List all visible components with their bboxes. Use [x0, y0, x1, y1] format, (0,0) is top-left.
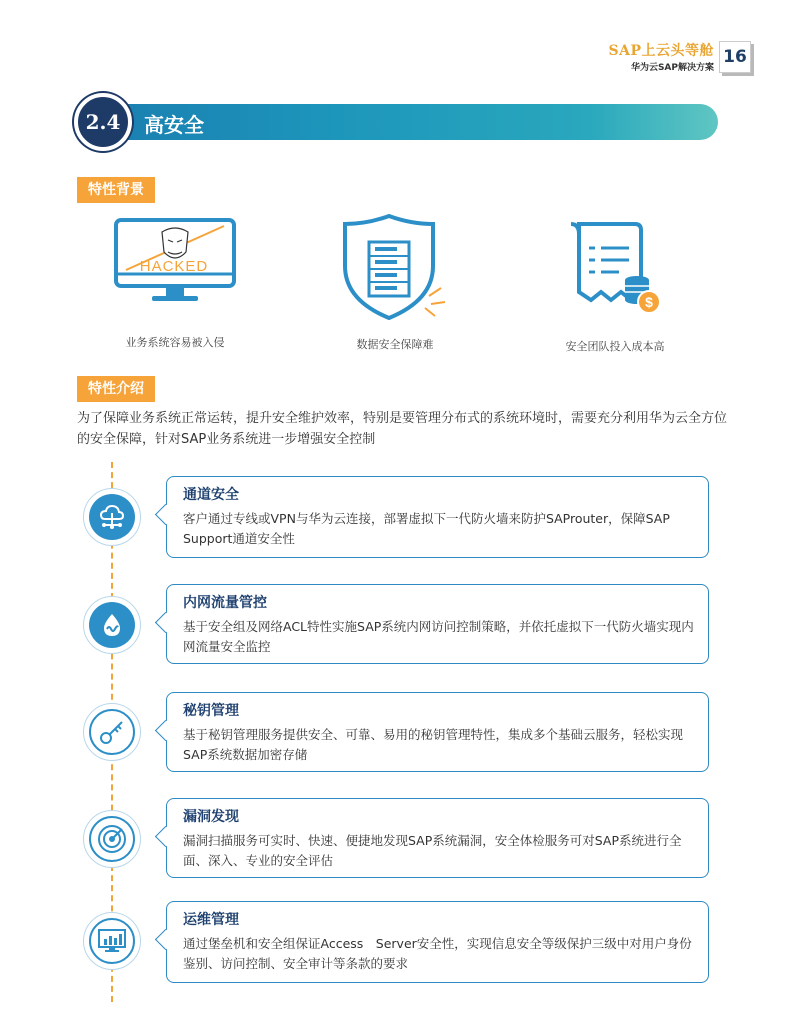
- publication-title: SAP上云头等舱: [608, 43, 714, 59]
- receipt-coins-icon: [565, 218, 665, 318]
- feature-title: 漏洞发现: [183, 809, 239, 825]
- radar-scan-icon: [83, 810, 141, 868]
- background-tag: 特性背景: [77, 177, 155, 203]
- hacked-overlay-text: HACKED: [139, 258, 209, 275]
- background-item-intrusion: [100, 218, 250, 350]
- svg-text:$: $: [645, 294, 653, 310]
- feature-title: 运维管理: [183, 912, 239, 928]
- background-caption: 安全团队投入成本高: [565, 340, 665, 353]
- page-number: 16: [719, 41, 751, 73]
- feature-title: 通道安全: [183, 487, 239, 503]
- feature-body: 客户通过专线或VPN与华为云连接，部署虚拟下一代防火墙来防护SAProuter，保障SAP Support通道安全性: [183, 511, 670, 546]
- feature-card: [166, 901, 709, 983]
- background-item-data-security: [320, 212, 470, 352]
- feature-body: 基于秘钥管理服务提供安全、可靠、易用的秘钥管理特性，集成多个基础云服务，轻松实现SAP系统数据加密存储: [183, 727, 684, 762]
- feature-card: [166, 476, 709, 558]
- feature-body: 漏洞扫描服务可实时、快速、便捷地发现SAP系统漏洞，安全体检服务可对SAP系统进行全面、深入、专业的安全评估: [183, 833, 682, 868]
- feature-title: 内网流量管控: [183, 595, 267, 611]
- key-icon: [83, 703, 141, 761]
- background-caption: 数据安全保障难: [356, 338, 434, 351]
- hacked-monitor-icon: [114, 218, 236, 304]
- section-number: 2.4: [74, 93, 132, 151]
- section-title: 高安全: [144, 113, 204, 137]
- shield-server-icon: [339, 212, 451, 324]
- water-drop-icon: [83, 596, 141, 654]
- intro-paragraph: 为了保障业务系统正常运转，提升安全维护效率，特别是要管理分布式的系统环境时，需要充分利用华为云全方位的安全保障，针对SAP业务系统进一步增强安全控制: [77, 411, 728, 447]
- publication-subtitle: 华为云SAP解决方案: [630, 63, 714, 73]
- cloud-network-icon: [83, 488, 141, 546]
- intro-tag: 特性介绍: [77, 376, 155, 402]
- feature-body: 通过堡垒机和安全组保证Access Server安全性，实现信息安全等级保护三级中对用户身份鉴别、访问控制、安全审计等条款的要求: [183, 936, 692, 971]
- background-caption: 业务系统容易被入侵: [125, 336, 225, 349]
- feature-card: [166, 798, 709, 878]
- feature-card: [166, 692, 709, 772]
- monitor-chart-icon: [83, 912, 141, 970]
- background-item-team-cost: [525, 218, 705, 354]
- feature-card: [166, 584, 709, 664]
- feature-body: 基于安全组及网络ACL特性实施SAP系统内网访问控制策略，并依托虚拟下一代防火墙实现内网流量安全监控: [183, 619, 694, 654]
- feature-title: 秘钥管理: [183, 703, 239, 719]
